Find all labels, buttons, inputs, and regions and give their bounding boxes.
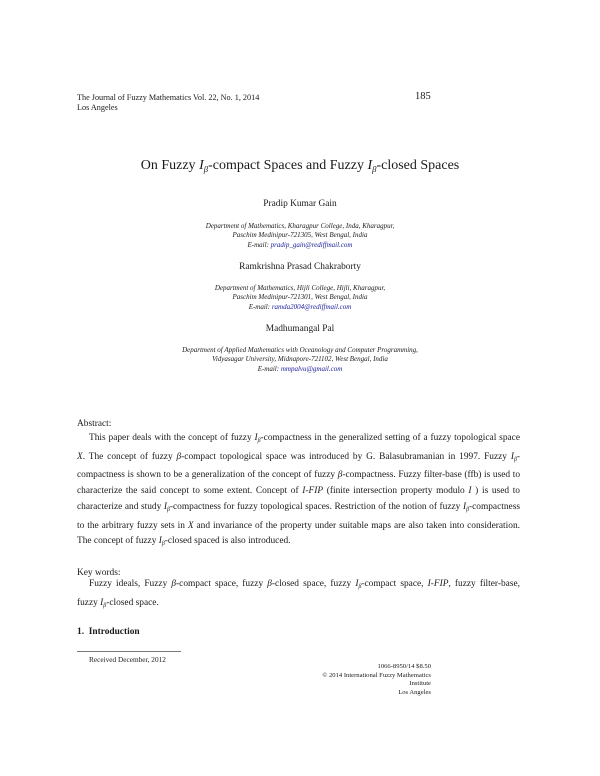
section-heading: 1. Introduction [77,627,140,637]
footnote-divider [77,651,181,652]
abstract-body: This paper deals with the concept of fuzzy $I_\beta$-compactness in the generalized setting of a fuzzy topological space X. The concept of fuzzy β-compact topological space was introduced by G. Balasubramanian in 1997. Fuzzy $I_\beta$-compactness is shown to be a generalization of the concept of fuzzy β-compactness. Fuzzy filter-base (ffb) is used to characterize the said concept to some extent. Concept of I-FIP (finite intersection property modulo I ) is used to characterize and study $I_\beta$-compactness for fuzzy topological spaces. Restriction of the notion of fuzzy $I_\beta$-compactness to the arbitrary fuzzy sets in X and invariance of the property under suitable maps are also taken into consideration. The concept of fuzzy $I_\beta$-closed spaced is also introduced. [77,433,521,548]
abstract-label: Abstract: [77,419,112,429]
author-email-link[interactable]: pradip_gain@rediffmail.com [270,240,353,249]
author-email-link[interactable]: ramda2004@rediffmail.com [271,302,352,311]
author-email-link[interactable]: mmpalvu@gmail.com [280,364,343,373]
publisher-info: 1066-8950/14 $8.50 © 2014 International Fuzzy Mathematics Institute Los Angeles [322,663,431,696]
keywords-label: Key words: [77,568,121,578]
author-affiliation: Department of Mathematics, Hijli College, Hijli, Kharagpur, Paschim Medinipur-721301, West Bengal, India E-mail: ramda2004@rediffmail.com [214,284,386,311]
journal-line-1: The Journal of Fuzzy Mathematics Vol. 22, No. 1, 2014 [77,93,260,102]
paper-title: On Fuzzy $I_\beta$-compact Spaces and Fuzzy $I_\beta$-closed Spaces [140,158,460,175]
keywords-body: Fuzzy ideals, Fuzzy β-compact space, fuzzy β-closed space, fuzzy $I_\beta$-compact space, I-FIP, fuzzy filter-base, fuzzy $I_\beta$-closed space. [77,579,520,609]
page-number: 185 [415,91,431,102]
journal-line-2: Los Angeles [77,103,118,112]
author-name: Pradip Kumar Gain [263,199,337,209]
author-affiliation: Department of Applied Mathematics with Oceanology and Computer Programming, Vidyasagar University, Midnapore-721102, West Bengal, India E-mail: mmpalvu@gmail.com [182,346,418,373]
author-affiliation: Department of Mathematics, Kharagpur College, Inda, Kharagpur, Paschim Medinipur-721305, West Bengal, India E-mail: pradip_gain@rediffmail.com [205,222,395,249]
received-date: Received December, 2012 [89,655,166,664]
author-name: Ramkrishna Prasad Chakraborty [239,262,361,272]
author-name: Madhumangal Pal [265,324,335,334]
journal-citation [77,93,259,113]
